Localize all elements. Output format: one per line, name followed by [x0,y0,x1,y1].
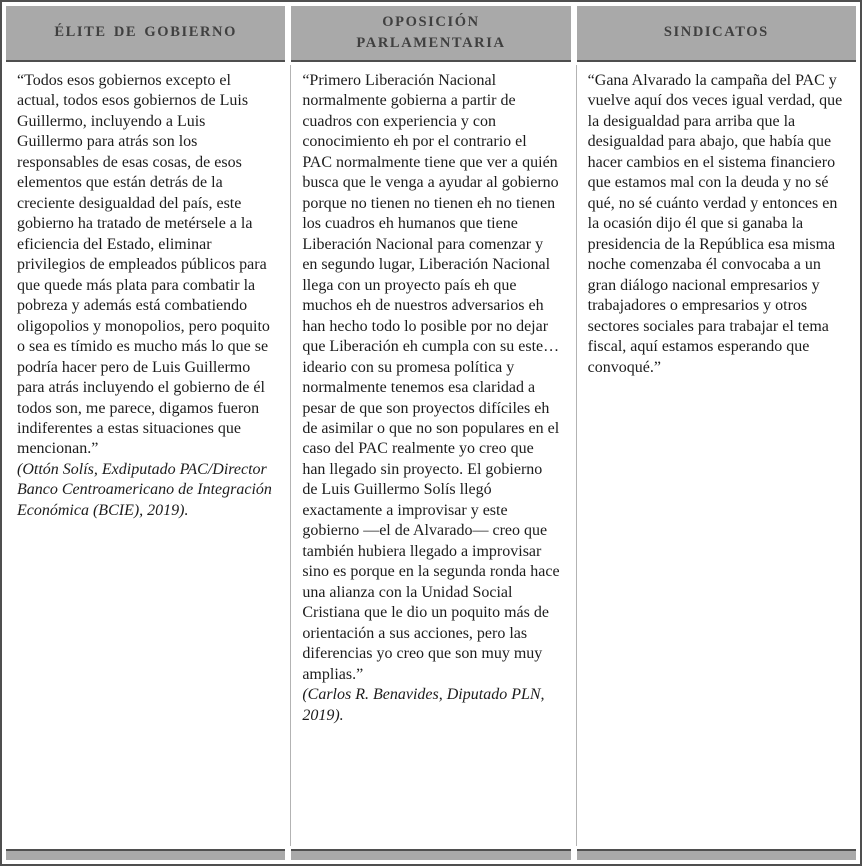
column-body [291,62,570,849]
table-column-oposicion-parlamentaria [291,6,570,860]
table-column-sindicatos [577,6,856,860]
quote-attribution: (Carlos R. Benavides, Diputado PLN, 2019). [302,686,545,724]
column-footer-strip [291,849,570,860]
quote-attribution: (Ottón Solís, Exdiputado PAC/Director Banco Centroamericano de Integración Económica (BCIE), 2019). [17,460,272,519]
column-body [6,62,285,849]
column-header-label: ÉLITE DE GOBIERNO [54,24,237,41]
column-header-label: SINDICATOS [663,24,769,41]
column-header-oposicion-parlamentaria [291,6,570,62]
column-header-elite-de-gobierno [6,6,285,62]
column-footer-strip [6,849,285,860]
quote-text: “Todos esos gobiernos excepto el actual, todos esos gobiernos de Luis Guillermo, incluyendo a Luis Guillermo para atrás son los responsables de esas cosas, de esos elementos que están detrás de la creciente desigualdad del país, este gobierno ha tratado de metérsele a la eficiencia del Estado, eliminar privilegios de empleados públicos para que quede más plata para combatir la pobreza y además está combatiendo oligopolios y monopolios, pero poquito o sea es tímido es mucho más lo que se podría hacer pero de Luis Guillermo para atrás incluyendo el gobierno de él todos son, me parece, digamos fueron indiferentes a estas situaciones que mencionan.” [17,72,274,458]
table-column-elite-de-gobierno [6,6,285,860]
quote-text: “Gana Alvarado la campaña del PAC y vuelve aquí dos veces igual verdad, que la desigualdad para arriba que la desigualdad para abajo, que había que hacer cambios en el sistema financiero que estamos mal con la deuda y no sé qué, no sé cuánto verdad y entonces en la ocasión dijo él que si ganaba la presidencia de la República esa misma noche comenzaba él convocaba a un gran diálogo nacional empresarios y trabajadores o empresarios y otros sectores sociales para trabajar el tema fiscal, aquí estamos esperando que convoqué.” [587,72,847,376]
column-footer-strip [577,849,856,860]
column-header-sindicatos [577,6,856,62]
column-body [577,62,856,849]
quote-text: “Primero Liberación Nacional normalmente gobierna a partir de cuadros con experiencia y con conocimiento eh por el contrario el PAC normalmente tiene que ver a quién busca que le venga a ayudar al gobierno porque no tienen no tienen eh no tienen los cuadros eh humanos que tiene Liberación Nacional para comenzar y en segundo lugar, Liberación Nacional llega con un proyecto país eh que muchos eh de nuestros adversarios eh han hecho todo lo posible por no dejar que Liberación eh cumpla con su este… ideario con su promesa política y normalmente tenemos esa claridad a pesar de que son proyectos difíciles eh de asimilar o que no son populares en el caso del PAC realmente yo creo que han llegado sin proyecto. El gobierno de Luis Guillermo Solís llegó exactamente a improvisar y este gobierno —el de Alvarado— creo que también hubiera llegado a improvisar sino es porque en la segunda ronda hace una alianza con la Unidad Social Cristiana que le dio un poquito más de orientación a sus acciones, pero las diferencias yo creo que son muy muy amplias.” [302,72,564,683]
quotes-table [6,6,856,860]
column-header-label: OPOSICIÓN PARLAMENTARIA [356,13,506,51]
